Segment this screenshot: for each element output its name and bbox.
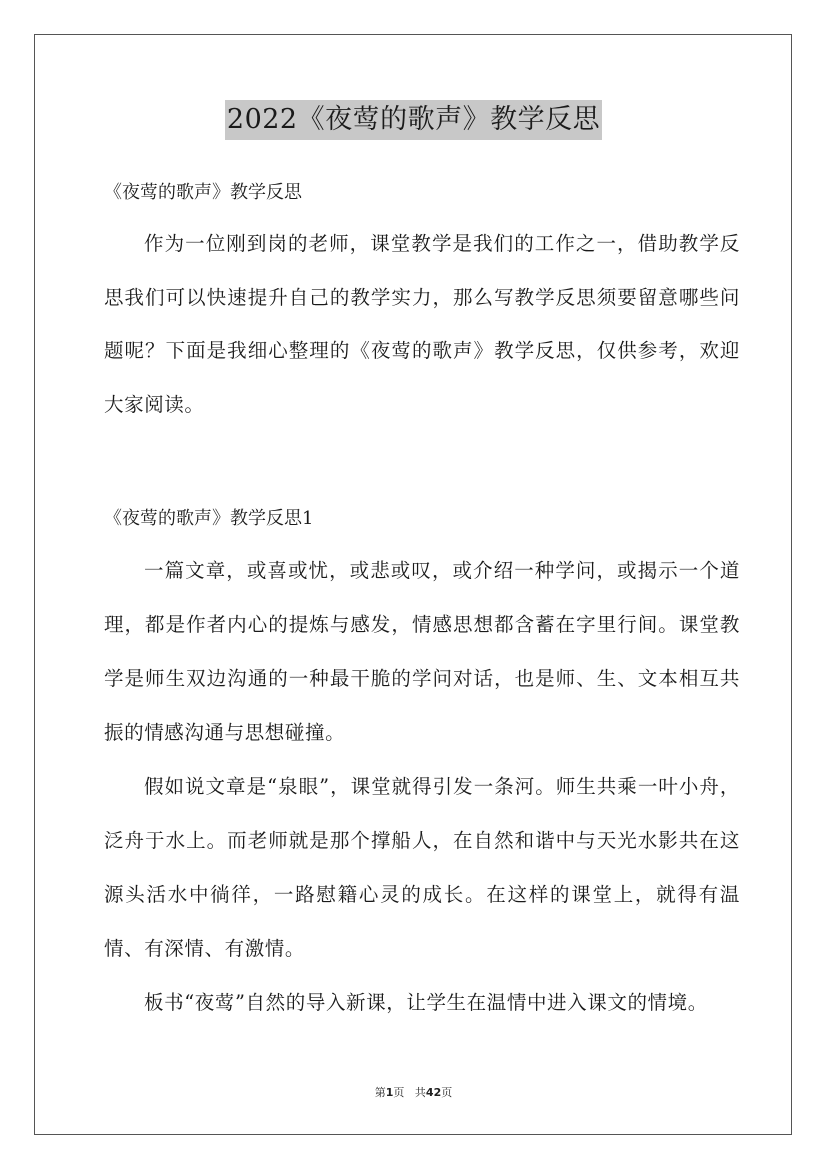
footer-total-suffix: 页 (441, 1086, 453, 1099)
document-title (0, 100, 827, 140)
footer-total-prefix: 共 (414, 1086, 426, 1099)
footer-page-prefix: 第 (374, 1086, 386, 1099)
footer-page-number: 1 (385, 1086, 394, 1099)
body-paragraph-3: 板书“夜莺”自然的导入新课，让学生在温情中进入课文的情境。 (144, 991, 708, 1014)
body-paragraph-1: 一篇文章，或喜或忧，或悲或叹，或介绍一种学问，或揭示一个道理，都是作者内心的提炼与感发，情感思想都含蓄在字里行间。课堂教学是师生双边沟通的一种最干脆的学问对话，也是师、生、文本相互共振的情感沟通与思想碰撞。 (104, 559, 740, 744)
footer-page-suffix: 页 (393, 1086, 405, 1099)
body-paragraph-2: 假如说文章是“泉眼”，课堂就得引发一条河。师生共乘一叶小舟，泛舟于水上。而老师就是那个撑船人，在自然和谐中与天光水影共在这源头活水中徜徉，一路慰籍心灵的成长。在这样的课堂上，就得有温情、有深情、有激情。 (104, 775, 740, 960)
section1-heading: 《夜莺的歌声》教学反思1 (104, 508, 314, 529)
page-footer (0, 1084, 827, 1100)
footer-total-pages: 42 (425, 1086, 442, 1099)
intro-paragraph: 作为一位刚到岗的老师，课堂教学是我们的工作之一，借助教学反思我们可以快速提升自己的教学实力，那么写教学反思须要留意哪些问题呢？下面是我细心整理的《夜莺的歌声》教学反思，仅供参考，欢迎大家阅读。 (104, 232, 740, 416)
intro-heading: 《夜莺的歌声》教学反思 (104, 182, 302, 203)
document-title-text: 2022《夜莺的歌声》教学反思 (225, 100, 602, 140)
